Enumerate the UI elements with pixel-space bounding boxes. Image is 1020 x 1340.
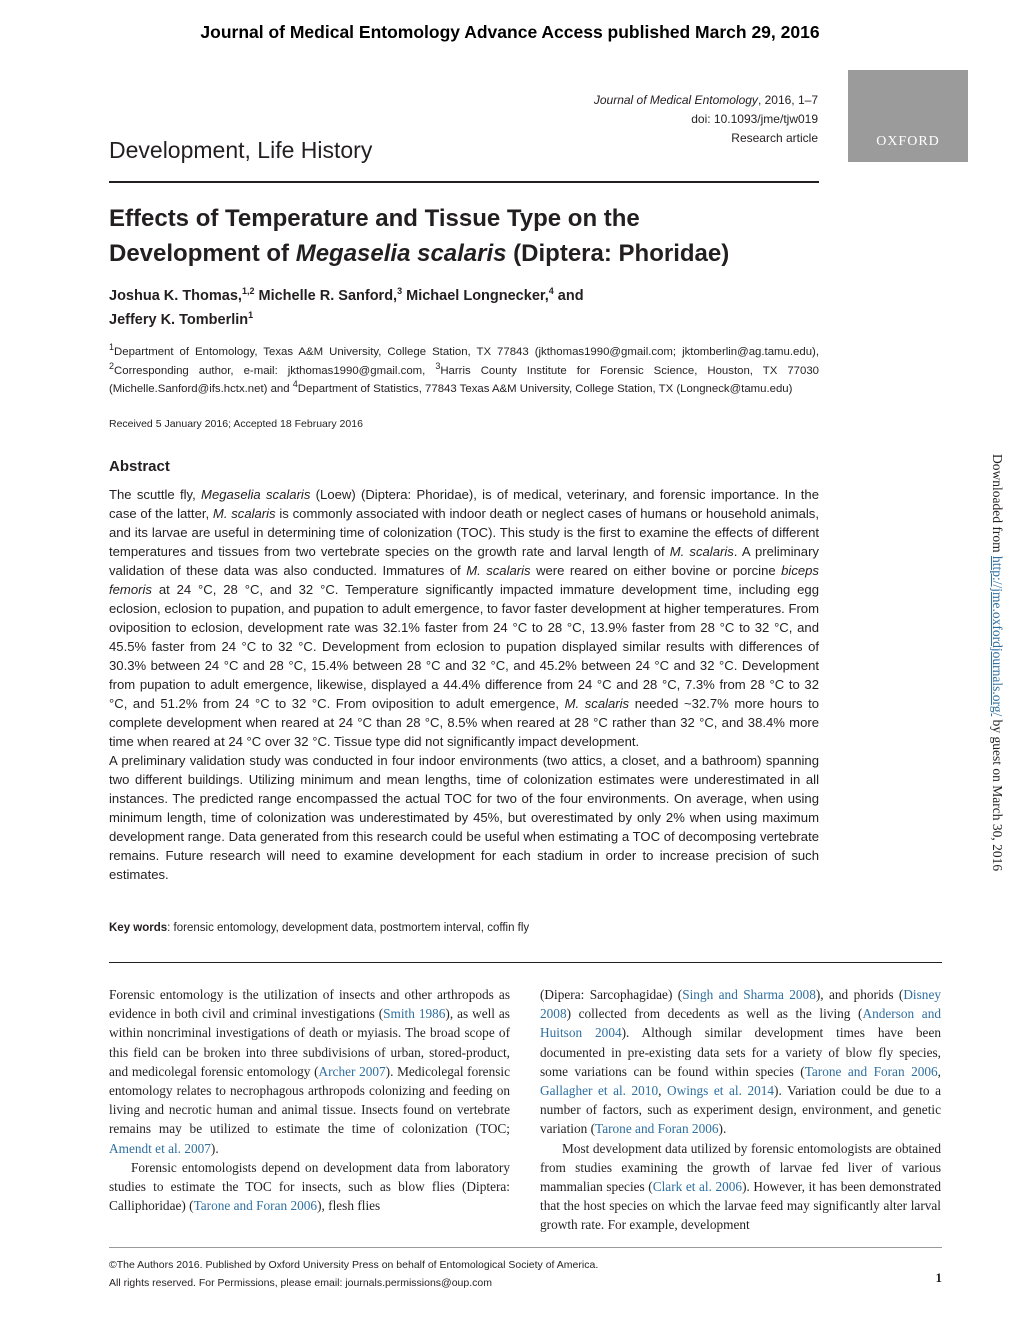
body-paragraph <box>540 985 941 1139</box>
affil-text: Harris County Institute for Forensic Science, Houston, TX 77030 (Michelle.Sanford@ifs.hctx.net) and <box>109 364 819 395</box>
text-run: were reared on either bovine or porcine <box>530 563 782 578</box>
author-tomberlin: Jeffery K. Tomberlin <box>109 312 249 328</box>
title-part: (Diptera: Phoridae) <box>506 240 730 267</box>
text-run: ) collected from decedents as well as the living ( <box>566 1006 863 1022</box>
text-run: is commonly associated with indoor death or neglect cases of humans or household animals, and its larvae are useful in determining time of colonization (TOC). This study is the first to examine the effects of different temperatures and tissues from two vertebrate species on the growth rate and larval length of <box>109 506 819 559</box>
author-sanford: Michelle R. Sanford, <box>254 288 398 304</box>
affil-sup: 4 <box>292 379 298 390</box>
sidebar-text: Downloaded from <box>990 454 1005 556</box>
download-sidebar <box>989 454 1005 871</box>
text-run: ), as well as within noncriminal investigations of death or myiasis. The broad scope of this field can be broken into three subdivisions of urban, stored-product, and medicolegal forensic entomology ( <box>109 1006 510 1079</box>
text-run: , <box>658 1083 667 1099</box>
author-list <box>109 284 819 332</box>
copyright-line: ©The Authors 2016. Published by Oxford University Press on behalf of Entomological Society of America. <box>109 1259 599 1271</box>
page-number: 1 <box>935 1270 942 1285</box>
species-name: M. scalaris <box>669 544 734 559</box>
citation-link[interactable]: Anderson and Huitson 2004 <box>540 1006 941 1041</box>
abstract-paragraph-2: A preliminary validation study was conducted in four indoor environments (two attics, a closet, and a bathroom) spanning two different buildings. Utilizing minimum and mean lengths, time of colonization estimates were underestimated in all instances. The predicted range encompassed the actual TOC for two of the four environments. On average, when using minimum length, time of colonization was underestimated by 45%, but overestimated by only 2% when using maximum development range. Data generated from this research could be useful when estimating a TOC of decomposing vertebrate remains. Future research will need to examine development for each stadium in order to increase precision of such estimates. <box>109 753 819 882</box>
text-run: ). Medicolegal forensic entomology relates to necrophagous arthropods colonizing and feeding on living and necrotic human and animal tissue. Insects found on vertebrate remains may be utilized to estimate the time of colonization (TOC; <box>109 1063 510 1137</box>
text-run: Forensic entomologists depend on development data from laboratory studies to estimate the TOC for insects, such as blow flies (Diptera: Calliphoridae) ( <box>109 1159 510 1214</box>
section-heading: Development, Life History <box>109 137 373 163</box>
affil-sup: 1 <box>109 342 115 353</box>
text-run: The scuttle fly, <box>109 487 202 502</box>
oxford-logo <box>848 70 968 162</box>
citation-link[interactable]: Singh and Sharma 2008 <box>682 987 816 1002</box>
text-run: needed ~32.7% more hours to complete development when reared at 24 °C than 28 °C, 8.5% when reared at 28 °C rather than 32 °C, and 38.4% more time when reared at 24 °C over 32 °C. Tissue type did not significantly impact development. <box>109 696 819 749</box>
abstract-heading: Abstract <box>109 458 170 475</box>
affil-sup: 2 <box>109 360 115 371</box>
journal-name: Journal of Medical Entomology <box>593 93 758 107</box>
species-name: M. scalaris <box>466 563 531 578</box>
journal-site-link[interactable]: http://jme.oxfordjournals.org/ <box>990 555 1005 717</box>
sidebar-text: by guest on March 30, 2016 <box>990 716 1005 872</box>
text-run: (Dipera: Sarcophagidae) ( <box>540 987 683 1002</box>
title-part: Development of <box>109 240 296 267</box>
text-run: . A preliminary validation of these data was also conducted. Immatures of <box>109 544 819 578</box>
abstract-text <box>109 485 819 884</box>
citation-link[interactable]: Gallagher et al. 2010 <box>540 1083 659 1099</box>
year-pages: , 2016, 1–7 <box>757 93 818 107</box>
doi[interactable]: doi: 10.1093/jme/tjw019 <box>691 112 818 126</box>
text-run: ), and phorids ( <box>815 987 904 1002</box>
text-run: , <box>937 1063 941 1079</box>
article-type: Research article <box>731 131 818 145</box>
species-name: M. scalaris <box>212 506 276 521</box>
text-run: Forensic entomology is the utilization of insects and other arthropods as evidence in both civil and criminal investigations ( <box>109 987 510 1022</box>
species-name: Megaselia scalaris <box>295 240 507 267</box>
body-paragraph <box>109 1158 510 1216</box>
body-column-right <box>540 985 941 1235</box>
citation-link[interactable]: Tarone and Foran 2006 <box>804 1063 938 1079</box>
body-column-left <box>109 985 510 1215</box>
keywords-label: Key words <box>109 922 168 934</box>
author-sup: 4 <box>548 286 554 297</box>
text-run: at 24 °C, 28 °C, and 32 °C. Temperature significantly impacted immature development time, including egg eclosion, eclosion to pupation, and pupation to adult emergence, to favor faster development at higher temperatures. From oviposition to eclosion, development rate was 32.1% faster from 24 °C to 28 °C, 13.9% faster from 28 °C to 32 °C, and 45.5% faster from 24 °C to 32 °C. Development from eclosion to pupation displayed similar results with differences of 30.3% between 24 °C and 28 °C, 15.4% between 28 °C and 32 °C, and 45.2% between 24 °C and 32 °C. Development from pupation to adult emergence, likewise, displayed a 44.4% difference from 24 °C and 28 °C, 7.3% from 28 °C to 32 °C, and 51.2% from 24 °C to 32 °C. From oviposition to adult emergence, <box>109 582 819 711</box>
citation-link[interactable]: Archer 2007 <box>318 1063 386 1079</box>
permissions-line: All rights reserved. For Permissions, please email: journals.permissions@oup.com <box>109 1277 492 1289</box>
affil-text: Corresponding author, e-mail: jkthomas1990@gmail.com, <box>114 364 436 377</box>
text-run: ). <box>718 1121 727 1137</box>
text-run: ). Variation could be due to a number of factors, such as experiment design, environment, and genetic variation ( <box>540 1083 941 1137</box>
text-run: ), flesh flies <box>317 1198 381 1214</box>
author-sup: 1 <box>248 310 254 321</box>
title-line-1: Effects of Temperature and Tissue Type on the <box>109 205 640 232</box>
received-dates: Received 5 January 2016; Accepted 18 February 2016 <box>109 418 363 430</box>
body-paragraph <box>540 1139 941 1235</box>
text-run: Most development data utilized by forensic entomologists are obtained from studies examining the growth of larvae fed liver of various mammalian species ( <box>540 1140 941 1195</box>
affil-sup: 3 <box>435 360 441 371</box>
author-longnecker: Michael Longnecker, <box>402 288 549 304</box>
text-run: ). However, it has been demonstrated that the host species on which the larvae feed may significantly alter larval growth rate. For example, development <box>540 1179 942 1233</box>
oxford-logo-text: OXFORD <box>876 134 940 149</box>
author-sup: 3 <box>397 286 403 297</box>
author-conj: and <box>553 288 584 304</box>
keywords-list: : forensic entomology, development data, postmortem interval, coffin fly <box>167 922 530 934</box>
species-name: M. scalaris <box>564 696 630 711</box>
body-paragraph <box>109 985 510 1158</box>
abstract-paragraph-1 <box>109 485 819 751</box>
citation-link[interactable]: Tarone and Foran 2006 <box>193 1198 318 1214</box>
title-line-2 <box>109 236 819 271</box>
species-name: Megaselia scalaris <box>201 487 311 502</box>
advance-access-banner: Journal of Medical Entomology Advance Access published March 29, 2016 <box>200 22 820 42</box>
citation-block <box>398 91 818 148</box>
citation-link[interactable]: Amendt et al. 2007 <box>109 1140 211 1156</box>
footer-rule <box>109 1247 942 1248</box>
text-run: (Loew) (Diptera: Phoridae), is of medical, veterinary, and forensic importance. In the case of the latter, <box>109 487 819 521</box>
text-run: ). <box>210 1140 219 1156</box>
affil-text: Department of Statistics, 77843 Texas A&M University, College Station, TX (Longneck@tamu.edu) <box>297 383 793 395</box>
affil-text: Department of Entomology, Texas A&M University, College Station, TX 77843 (jkthomas1990@gmail.com; jktomberlin@ag.tamu.edu), <box>114 346 819 358</box>
author-sup: 1,2 <box>241 286 255 297</box>
citation-link[interactable]: Disney 2008 <box>540 987 941 1022</box>
tissue-name: biceps femoris <box>109 563 819 597</box>
text-run: ). Although similar development times have been documented in pre-existing data sets for a variety of blow fly species, some variations can be found within species ( <box>540 1025 941 1079</box>
citation-link[interactable]: Smith 1986 <box>383 1006 446 1022</box>
affiliations <box>109 343 819 399</box>
citation-link[interactable]: Owings et al. 2014 <box>666 1083 775 1099</box>
body-rule <box>109 962 942 963</box>
citation-link[interactable]: Clark et al. 2006 <box>652 1179 743 1195</box>
author-thomas: Joshua K. Thomas, <box>109 288 242 304</box>
citation-link[interactable]: Tarone and Foran 2006 <box>595 1121 719 1137</box>
header-rule <box>109 181 819 183</box>
keywords <box>109 922 819 934</box>
copyright-footer <box>109 1256 598 1292</box>
article-title <box>109 201 819 271</box>
